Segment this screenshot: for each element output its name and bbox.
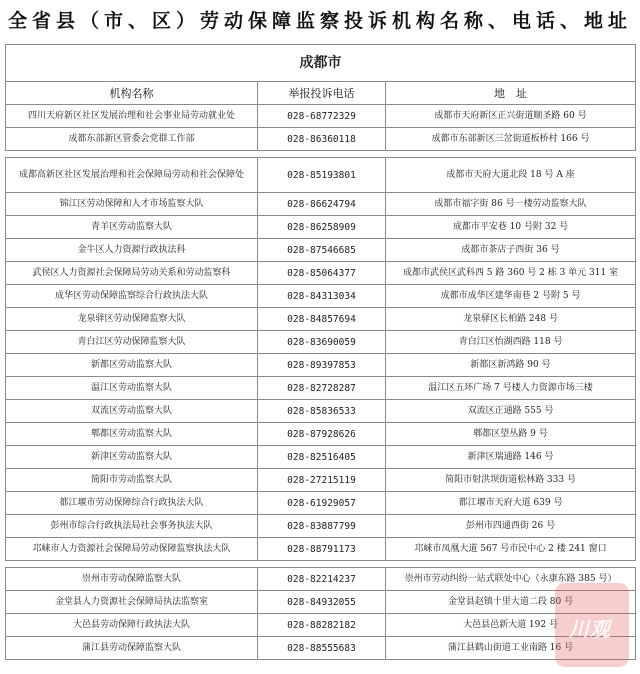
phone-cell: 028-86624794 [258,193,386,216]
table-row [6,591,636,614]
table-row [6,614,636,637]
table-body [6,105,636,660]
address-cell: 大邑县邑新大道 192 号 [386,614,636,637]
table-row [6,423,636,446]
table-row [6,377,636,400]
org-name-cell: 都江堰市劳动保障综合行政执法大队 [6,492,258,515]
table-row [6,538,636,561]
table-row [6,216,636,239]
org-name-cell: 四川天府新区社区发展治理和社会事业局劳动就业处 [6,105,258,128]
phone-cell: 028-68772329 [258,105,386,128]
phone-cell: 028-85193801 [258,158,386,193]
address-cell: 青白江区怡湖西路 118 号 [386,331,636,354]
group-spacer-cell [6,151,636,158]
header-name: 机构名称 [6,82,258,105]
org-name-cell: 青白江区劳动保障监察大队 [6,331,258,354]
address-cell: 成都市天府大道北段 18 号 A 座 [386,158,636,193]
org-name-cell: 温江区劳动监察大队 [6,377,258,400]
table-row [6,515,636,538]
address-cell: 郫都区望丛路 9 号 [386,423,636,446]
table-row [6,193,636,216]
phone-cell: 028-85836533 [258,400,386,423]
address-cell: 双流区正通路 555 号 [386,400,636,423]
city-header-row [6,45,636,82]
address-cell: 成都市天府新区正兴街道顺圣路 60 号 [386,105,636,128]
org-name-cell: 蒲江县劳动保障监察大队 [6,637,258,660]
phone-cell: 028-84857694 [258,308,386,331]
address-cell: 新津区瑞通路 146 号 [386,446,636,469]
table-row [6,239,636,262]
contact-table [5,44,636,660]
phone-cell: 028-84932055 [258,591,386,614]
org-name-cell: 新都区劳动监察大队 [6,354,258,377]
org-name-cell: 青羊区劳动监察大队 [6,216,258,239]
table-row [6,285,636,308]
phone-cell: 028-83690059 [258,331,386,354]
org-name-cell: 金牛区人力资源行政执法科 [6,239,258,262]
org-name-cell: 成都高新区社区发展治理和社会保障局劳动和社会保障处 [6,158,258,193]
phone-cell: 028-27215119 [258,469,386,492]
org-name-cell: 武侯区人力资源社会保障局劳动关系和劳动监察科 [6,262,258,285]
phone-cell: 028-88555683 [258,637,386,660]
address-cell: 成都市成华区建华南巷 2 号附 5 号 [386,285,636,308]
phone-cell: 028-84313034 [258,285,386,308]
org-name-cell: 崇州市劳动保障监察大队 [6,568,258,591]
table-row [6,400,636,423]
org-name-cell: 成都东部新区管委会党群工作部 [6,128,258,151]
watermark-text: 川观 [569,617,611,641]
phone-cell: 028-88282182 [258,614,386,637]
org-name-cell: 大邑县劳动保障行政执法大队 [6,614,258,637]
phone-cell: 028-83887799 [258,515,386,538]
phone-cell: 028-87928626 [258,423,386,446]
table-row [6,354,636,377]
contact-table-container [5,44,635,660]
header-address: 地 址 [386,82,636,105]
table-row [6,128,636,151]
header-phone: 举报投诉电话 [258,82,386,105]
address-cell: 都江堰市天府大道 639 号 [386,492,636,515]
table-row [6,105,636,128]
phone-cell: 028-88791173 [258,538,386,561]
group-spacer [6,151,636,158]
group-spacer [6,561,636,568]
address-cell: 邛崃市凤凰大道 567 号市民中心 2 楼 241 窗口 [386,538,636,561]
address-cell: 温江区五环广场 7 号楼人力资源市场三楼 [386,377,636,400]
group-spacer-cell [6,561,636,568]
address-cell: 成都市东部新区三岔街道板桥村 166 号 [386,128,636,151]
address-cell: 崇州市劳动纠纷一站式联处中心（永康东路 385 号） [386,568,636,591]
table-row [6,637,636,660]
table-row [6,331,636,354]
table-row [6,158,636,193]
org-name-cell: 郫都区劳动监察大队 [6,423,258,446]
address-cell: 金堂县赵镇十里大道二段 80 号 [386,591,636,614]
column-header-row [6,82,636,105]
table-row [6,492,636,515]
table-row [6,568,636,591]
table-row [6,446,636,469]
org-name-cell: 邛崃市人力资源社会保障局劳动保障监察执法大队 [6,538,258,561]
org-name-cell: 简阳市劳动监察大队 [6,469,258,492]
address-cell: 成都市茶店子西街 36 号 [386,239,636,262]
org-name-cell: 新津区劳动监察大队 [6,446,258,469]
page-title: 全省县（市、区）劳动保障监察投诉机构名称、电话、地址 [7,10,632,32]
city-name: 成都市 [6,45,636,82]
address-cell: 成都市平安巷 10 号附 32 号 [386,216,636,239]
address-cell: 龙泉驿区长柏路 248 号 [386,308,636,331]
org-name-cell: 彭州市综合行政执法局社会事务执法大队 [6,515,258,538]
phone-cell: 028-82516405 [258,446,386,469]
address-cell: 彭州市四通西街 26 号 [386,515,636,538]
address-cell: 蒲江县鹤山街道工业南路 16 号 [386,637,636,660]
table-row [6,308,636,331]
phone-cell: 028-86360118 [258,128,386,151]
phone-cell: 028-86258909 [258,216,386,239]
org-name-cell: 金堂县人力资源社会保障局执法监察室 [6,591,258,614]
phone-cell: 028-87546685 [258,239,386,262]
phone-cell: 028-85064377 [258,262,386,285]
address-cell: 新都区新鸿路 90 号 [386,354,636,377]
address-cell: 成都市武侯区武科西 5 路 360 号 2 栋 3 单元 311 室 [386,262,636,285]
org-name-cell: 龙泉驿区劳动保障监察大队 [6,308,258,331]
phone-cell: 028-82214237 [258,568,386,591]
phone-cell: 028-82728287 [258,377,386,400]
watermark-logo [555,583,629,667]
org-name-cell: 双流区劳动监察大队 [6,400,258,423]
address-cell: 成都市福字街 86 号一楼劳动监察大队 [386,193,636,216]
phone-cell: 028-89397853 [258,354,386,377]
table-row [6,469,636,492]
phone-cell: 028-61929057 [258,492,386,515]
table-row [6,262,636,285]
org-name-cell: 成华区劳动保障监察综合行政执法大队 [6,285,258,308]
address-cell: 简阳市射洪坝街道松林路 333 号 [386,469,636,492]
org-name-cell: 锦江区劳动保障和人才市场监察大队 [6,193,258,216]
